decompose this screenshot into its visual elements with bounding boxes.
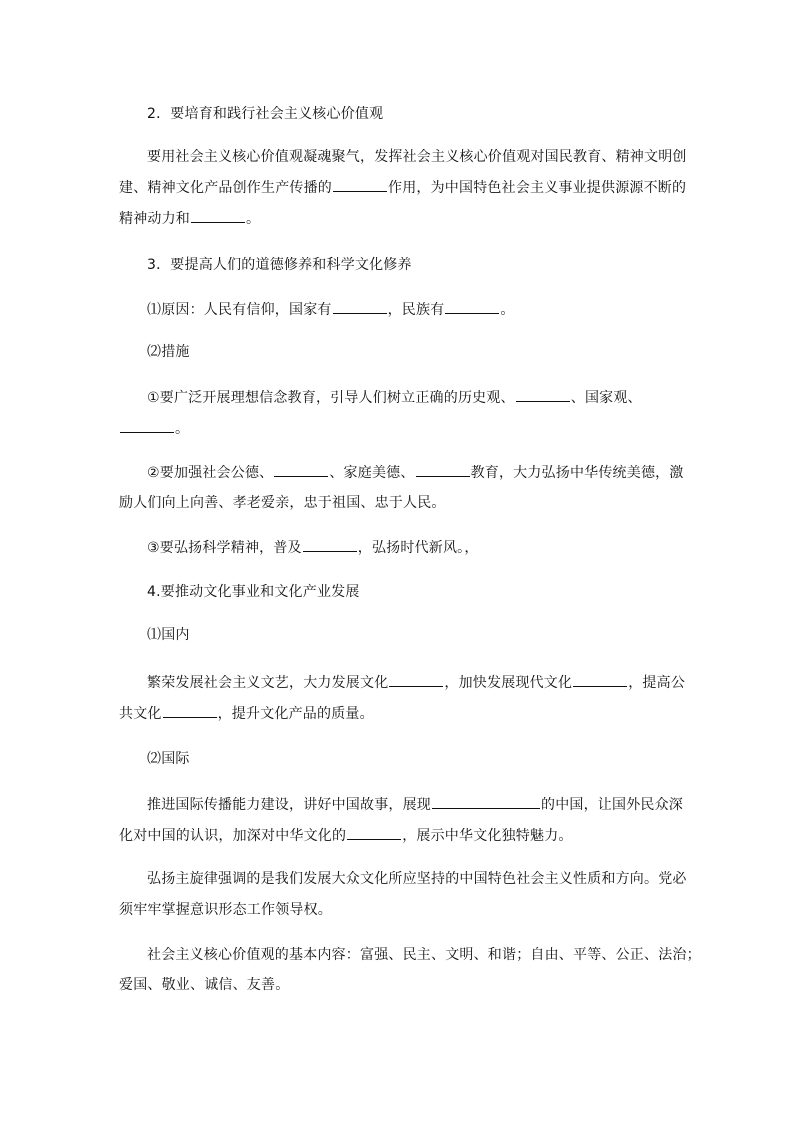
text-segment: 、家庭美德、 [329, 465, 415, 481]
fill-blank [333, 177, 387, 192]
text-segment: 。 [175, 421, 190, 437]
fill-blank [191, 208, 245, 223]
paragraph-line [119, 177, 686, 198]
fill-blank [389, 672, 443, 687]
paragraph-line [147, 387, 642, 408]
text-segment: 爱国、敬业、诚信、友善。 [119, 977, 290, 993]
heading-text: ⑵国际 [147, 751, 190, 767]
text-segment: 推进国际传播能力建设，讲好中国故事，展现 [147, 797, 431, 813]
sub-heading [147, 625, 190, 645]
paragraph-line [147, 299, 515, 320]
text-segment: 社会主义核心价值观的基本内容：富强、民主、文明、和谐；自由、平等、公正、法治； [147, 947, 701, 963]
heading-text: ⑵措施 [147, 344, 190, 360]
text-segment: 繁荣发展社会主义文艺，大力发展文化 [147, 675, 389, 691]
text-segment: ⑴原因：人民有信仰，国家有 [147, 302, 332, 318]
paragraph-line [119, 208, 260, 229]
text-segment: ，民族有 [387, 302, 445, 318]
heading-text: 3．要提高人们的道德修养和科学文化修养 [147, 257, 412, 273]
text-segment: ，展示中华文化独特魅力。 [402, 828, 573, 844]
fill-blank [445, 299, 499, 314]
text-segment: ②要加强社会公德、 [147, 465, 274, 481]
fill-blank [416, 462, 470, 477]
sub-heading [147, 342, 190, 362]
paragraph-line [147, 537, 479, 558]
text-segment: 。 [246, 211, 261, 227]
fill-blank [573, 672, 627, 687]
text-segment: 、国家观、 [570, 390, 642, 406]
text-segment: 精神动力和 [119, 211, 190, 227]
text-segment: 作用，为中国特色社会主义事业提供源源不断的 [388, 180, 687, 196]
text-segment: ③要弘扬科学精神，普及 [147, 540, 302, 556]
text-segment: 。 [500, 302, 515, 318]
heading-text: 4.要推动文化事业和文化产业发展 [147, 584, 360, 600]
paragraph-line [119, 418, 189, 439]
text-segment: 共文化 [119, 706, 162, 722]
paragraph-line [147, 945, 701, 965]
text-segment: 建、精神文化产品创作生产传播的 [119, 180, 332, 196]
text-segment: 教育，大力弘扬中华传统美德，激 [470, 465, 684, 481]
section-heading-3 [147, 255, 412, 275]
paragraph-line [119, 703, 374, 724]
paragraph-line [147, 672, 685, 693]
paragraph-line [119, 900, 332, 920]
text-segment: ，提高公 [628, 675, 686, 691]
fill-blank [303, 537, 357, 552]
text-segment: ①要广泛开展理想信念教育，引导人们树立正确的历史观、 [147, 390, 515, 406]
heading-text: 2．要培育和践行社会主义核心价值观 [147, 106, 384, 122]
text-segment: 要用社会主义核心价值观凝魂聚气，发挥社会主义核心价值观对国民教育、精神文明创 [147, 149, 687, 165]
text-segment: 励人们向上向善、孝老爱亲，忠于祖国、忠于人民。 [119, 495, 446, 511]
text-segment: ，加快发展现代文化 [444, 675, 573, 691]
paragraph-line [147, 462, 684, 483]
section-heading-2 [147, 104, 383, 124]
fill-blank [516, 387, 570, 402]
heading-text: ⑴国内 [147, 627, 190, 643]
text-segment: 弘扬主旋律强调的是我们发展大众文化所应坚持的中国特色社会主义性质和方向。党必 [147, 871, 687, 887]
section-heading-4 [147, 582, 360, 602]
paragraph-line [119, 825, 573, 846]
fill-blank [274, 462, 328, 477]
fill-blank [163, 703, 217, 718]
fill-blank [333, 299, 387, 314]
paragraph-line [147, 794, 683, 815]
paragraph-line [147, 869, 687, 889]
fill-blank [120, 418, 174, 433]
paragraph-line [119, 493, 446, 513]
text-segment: ，弘扬时代新风。， [357, 540, 479, 556]
fill-blank [432, 794, 540, 809]
fill-blank [347, 825, 401, 840]
sub-heading [147, 749, 190, 769]
text-segment: ，提升文化产品的质量。 [217, 706, 374, 722]
paragraph-line [147, 147, 687, 167]
paragraph-line [119, 975, 289, 995]
text-segment: 化对中国的认识，加深对中华文化的 [119, 828, 347, 844]
text-segment: 须牢牢掌握意识形态工作领导权。 [119, 902, 332, 918]
text-segment: 的中国，让国外民众深 [541, 797, 683, 813]
